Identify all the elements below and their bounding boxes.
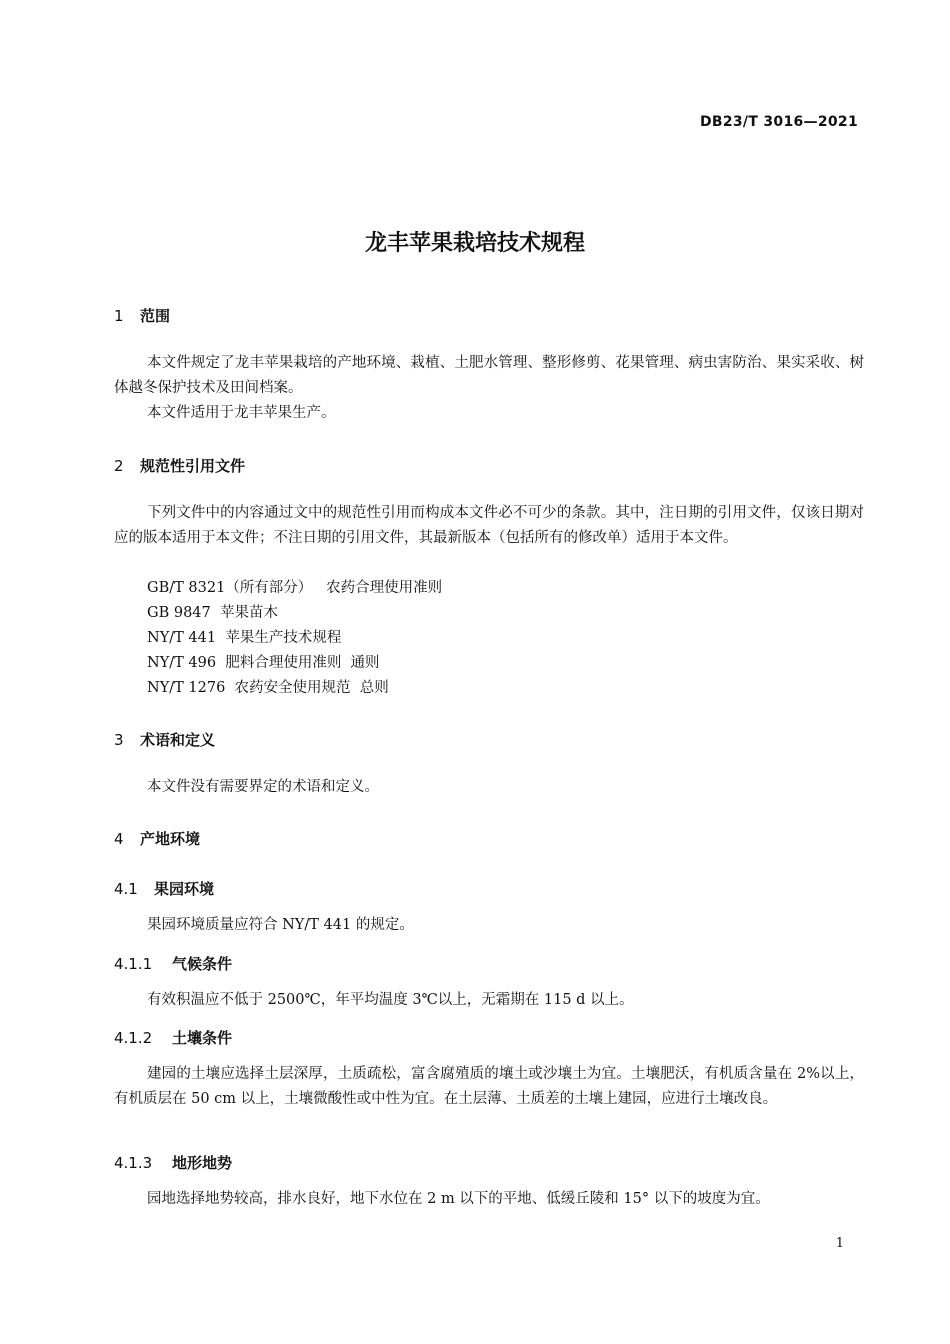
section-title: 土壤条件	[172, 1029, 233, 1047]
paragraph: 下列文件中的内容通过文中的规范性引用而构成本文件必不可少的条款。其中，注日期的引用文件，仅该日期对应的版本适用于本文件；不注日期的引用文件，其最新版本（包括所有的修改单）适用于本文件。	[114, 505, 864, 546]
section-title: 地形地势	[172, 1154, 233, 1172]
paragraph: 有效积温应不低于 2500℃，年平均温度 3℃以上，无霜期在 115 d 以上。	[147, 992, 634, 1008]
section-number: 2	[114, 457, 124, 475]
section-title: 术语和定义	[140, 731, 216, 749]
section-4-1-2-heading	[114, 1027, 232, 1048]
section-title: 果园环境	[154, 880, 215, 898]
section-3-heading	[114, 729, 215, 750]
paragraph: 本文件规定了龙丰苹果栽培的产地环境、栽植、土肥水管理、整形修剪、花果管理、病虫害防治、果实采收、树体越冬保护技术及田间档案。	[114, 355, 864, 396]
section-1-heading	[114, 305, 170, 326]
section-number: 4.1	[114, 880, 138, 898]
page-number: 1	[835, 1236, 844, 1251]
section-title: 产地环境	[140, 830, 201, 848]
document-title: 龙丰苹果栽培技术规程	[364, 231, 585, 256]
paragraph: 本文件适用于龙丰苹果生产。	[147, 405, 336, 421]
reference-item: NY/T 441 苹果生产技术规程	[147, 630, 342, 646]
section-number: 4.1.2	[114, 1029, 153, 1047]
section-4-1-heading	[114, 878, 214, 899]
reference-item: GB/T 8321（所有部分） 农药合理使用准则	[147, 580, 443, 596]
section-number: 3	[114, 731, 124, 749]
paragraph: 本文件没有需要界定的术语和定义。	[147, 779, 379, 795]
section-title: 规范性引用文件	[140, 457, 246, 475]
reference-item: NY/T 1276 农药安全使用规范 总则	[147, 680, 389, 696]
paragraph: 果园环境质量应符合 NY/T 441 的规定。	[147, 917, 414, 933]
section-number: 4.1.1	[114, 955, 153, 973]
paragraph: 建园的土壤应选择土层深厚，土质疏松，富含腐殖质的壤土或沙壤土为宜。土壤肥沃，有机质含量在 2%以上，有机质层在 50 cm 以上，土壤微酸性或中性为宜。在土层薄、土质差的土壤上建园，应进行土壤改良。	[114, 1066, 864, 1107]
paragraph: 园地选择地势较高，排水良好，地下水位在 2 m 以下的平地、低缓丘陵和 15° 以下的坡度为宜。	[147, 1191, 770, 1207]
section-4-heading	[114, 828, 200, 849]
section-number: 4.1.3	[114, 1154, 153, 1172]
section-2-heading	[114, 455, 245, 476]
section-number: 4	[114, 830, 124, 848]
standard-number: DB23/T 3016—2021	[699, 114, 858, 130]
section-4-1-1-heading	[114, 953, 232, 974]
section-title: 范围	[140, 307, 171, 325]
section-title: 气候条件	[172, 955, 233, 973]
reference-item: NY/T 496 肥料合理使用准则 通则	[147, 655, 380, 671]
section-4-1-3-heading	[114, 1152, 232, 1173]
section-number: 1	[114, 307, 124, 325]
reference-item: GB 9847 苹果苗木	[147, 605, 278, 621]
